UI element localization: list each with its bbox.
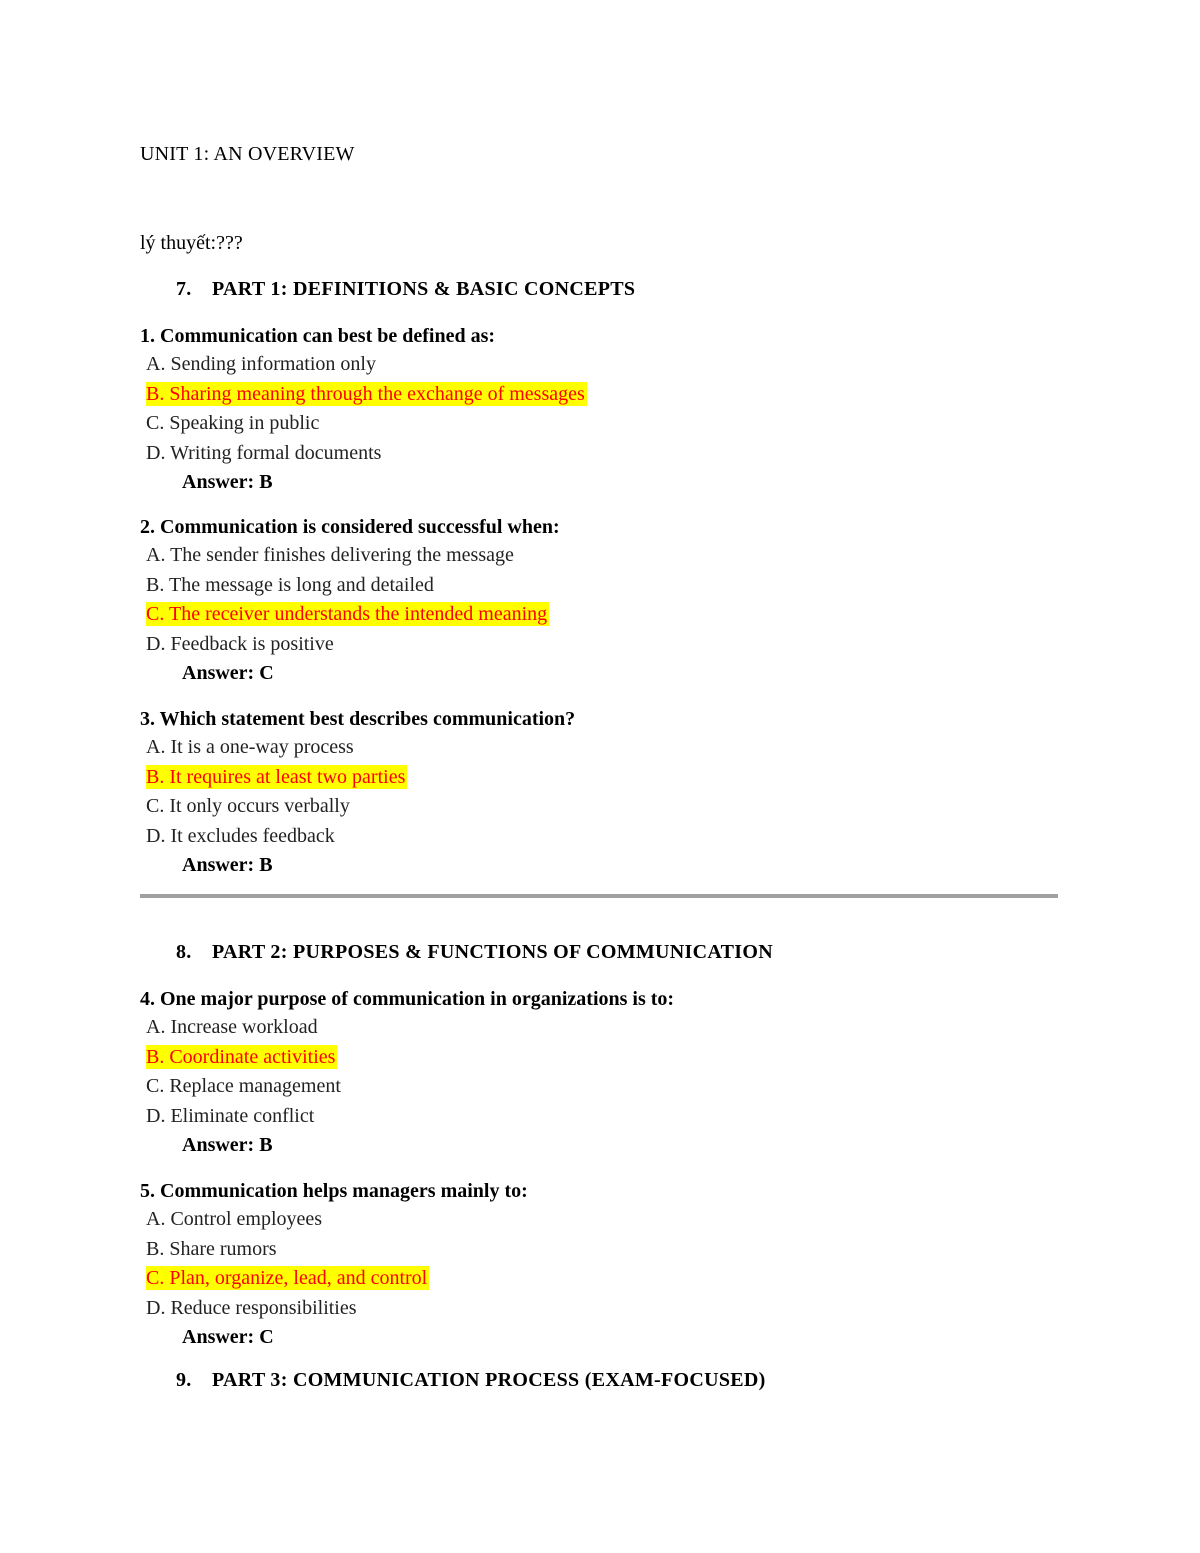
option-b-correct: B. Sharing meaning through the exchange of messages (146, 382, 585, 405)
question-block-3 (140, 705, 1080, 881)
part-heading-3 (176, 1369, 766, 1392)
option-a: A. Increase workload (146, 1016, 318, 1038)
answer-line: Answer: B (182, 471, 273, 493)
part-number: 7. (176, 278, 192, 300)
question-block-4 (140, 985, 1080, 1161)
unit-title: UNIT 1: AN OVERVIEW (140, 143, 355, 165)
question-text: 4. One major purpose of communication in organizations is to: (140, 988, 675, 1010)
option-a: A. Sending information only (146, 353, 376, 375)
option-b: B. The message is long and detailed (146, 573, 434, 596)
answer-line: Answer: B (182, 1134, 273, 1156)
option-c: C. Speaking in public (146, 412, 320, 434)
question-block-2 (140, 513, 1080, 689)
answer-line: Answer: B (182, 854, 273, 876)
option-c: C. Replace management (146, 1075, 341, 1097)
question-text: 1. Communication can best be defined as: (140, 325, 496, 347)
part-heading-1 (176, 278, 635, 301)
option-d: D. Reduce responsibilities (146, 1296, 357, 1319)
option-a: A. Control employees (146, 1208, 323, 1230)
answer-line: Answer: C (182, 662, 274, 684)
part-title: PART 1: DEFINITIONS & BASIC CONCEPTS (212, 278, 636, 300)
option-c: C. It only occurs verbally (146, 795, 350, 817)
option-b-correct: B. Coordinate activities (146, 1045, 336, 1068)
option-c-correct: C. The receiver understands the intended meaning (146, 603, 548, 625)
question-block-1 (140, 322, 1080, 498)
part-number: 8. (176, 941, 192, 963)
horizontal-divider (140, 894, 1058, 898)
part-title: PART 3: COMMUNICATION PROCESS (EXAM-FOCUSED) (212, 1369, 766, 1391)
option-b-correct: B. It requires at least two parties (146, 765, 406, 788)
part-title: PART 2: PURPOSES & FUNCTIONS OF COMMUNICATION (212, 941, 773, 963)
answer-line: Answer: C (182, 1326, 274, 1348)
option-d: D. Feedback is positive (146, 632, 334, 655)
option-c-correct: C. Plan, organize, lead, and control (146, 1267, 428, 1289)
option-a: A. The sender finishes delivering the message (146, 544, 514, 566)
question-text: 2. Communication is considered successful when: (140, 516, 560, 538)
part-heading-2 (176, 941, 773, 964)
part-number: 9. (176, 1369, 192, 1391)
option-a: A. It is a one-way process (146, 736, 354, 758)
option-d: D. Writing formal documents (146, 441, 382, 464)
theory-line: lý thuyết:??? (140, 232, 243, 254)
option-d: D. It excludes feedback (146, 824, 335, 847)
option-d: D. Eliminate conflict (146, 1104, 315, 1127)
question-text: 5. Communication helps managers mainly to: (140, 1180, 528, 1202)
option-b: B. Share rumors (146, 1237, 277, 1260)
question-block-5 (140, 1177, 1080, 1353)
question-text: 3. Which statement best describes communication? (140, 708, 576, 730)
